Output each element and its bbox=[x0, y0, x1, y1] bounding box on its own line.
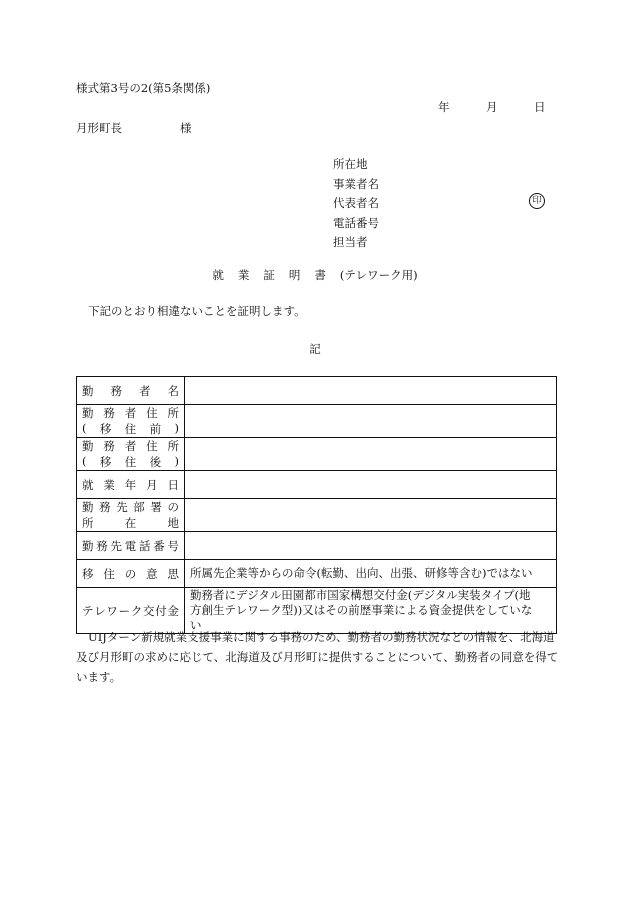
row-label-line: テ レ ワ ー ク 交 付 金 bbox=[82, 603, 179, 618]
row-label-line: 勤 務 者 住 所 bbox=[82, 406, 179, 420]
consent-text: UIJターン新規就業支援事業に関する事務のため、勤務者の勤務状況などの情報を、北海道及び月形町の求めに応じて、北海道及び月形町に提供することについて、勤務者の同意を得ています。 bbox=[76, 630, 559, 684]
table-row bbox=[77, 377, 557, 405]
row-label-line: 勤 務 者 住 所 bbox=[82, 439, 179, 453]
row-value-line: 所属先企業等からの命令(転勤、出向、出張、研修等含む)ではない bbox=[190, 566, 533, 580]
row-value-line: い bbox=[190, 618, 202, 632]
row-label bbox=[77, 377, 185, 405]
table-row bbox=[77, 560, 557, 588]
row-label bbox=[77, 532, 185, 560]
row-value[interactable] bbox=[185, 377, 557, 405]
row-label-line: 勤 務 先 部 署 の bbox=[82, 500, 179, 514]
row-value[interactable] bbox=[185, 438, 557, 471]
row-label-line: 勤 務 者 名 bbox=[82, 383, 179, 398]
row-label bbox=[77, 405, 185, 438]
ki-heading: 記 bbox=[309, 342, 321, 356]
addressee-name: 月形町長 bbox=[76, 121, 122, 135]
title-sub: (テレワーク用) bbox=[339, 268, 418, 282]
table-row bbox=[77, 532, 557, 560]
issuer-phone-label: 電話番号 bbox=[333, 215, 379, 230]
row-label bbox=[77, 471, 185, 499]
issuer-business-name-label: 事業者名 bbox=[333, 176, 379, 191]
date-day: 日 bbox=[534, 100, 546, 114]
row-label-line: 移 住 の 意 思 bbox=[82, 566, 179, 581]
title-main: 就業証明書 bbox=[212, 268, 340, 282]
issuer-representative-label: 代表者名 bbox=[333, 196, 379, 210]
row-value[interactable] bbox=[185, 471, 557, 499]
row-value[interactable] bbox=[185, 532, 557, 560]
issuer-address-label: 所在地 bbox=[333, 157, 368, 171]
date-year: 年 bbox=[438, 100, 450, 114]
form-number: 様式第3号の2(第5条関係) bbox=[76, 81, 211, 95]
table-row bbox=[77, 405, 557, 438]
row-label-line: ( 移 住 後 ) bbox=[82, 454, 179, 469]
certificate-table bbox=[76, 376, 557, 634]
row-label-line: 勤 務 先 電 話 番 号 bbox=[82, 538, 179, 553]
row-label-line: 就 業 年 月 日 bbox=[82, 477, 179, 492]
row-value[interactable] bbox=[185, 405, 557, 438]
row-value[interactable] bbox=[185, 560, 557, 588]
row-label bbox=[77, 560, 185, 588]
addressee-honorific: 様 bbox=[180, 121, 192, 135]
addressee bbox=[76, 120, 192, 136]
row-value[interactable] bbox=[185, 499, 557, 532]
row-value-line: 方創生テレワーク型))又はその前歴事業による資金提供をしていな bbox=[190, 603, 533, 617]
row-label-line: 所 在 地 bbox=[82, 516, 179, 530]
table-row bbox=[77, 471, 557, 499]
table-row bbox=[77, 438, 557, 471]
row-label bbox=[77, 438, 185, 471]
issuer-contact-label: 担当者 bbox=[333, 235, 368, 249]
document-title bbox=[0, 267, 630, 283]
table-row bbox=[77, 499, 557, 532]
seal-mark: 印 bbox=[529, 193, 545, 209]
row-label-line: ( 移 住 前 ) bbox=[82, 421, 179, 436]
date-month: 月 bbox=[486, 100, 498, 114]
date-line bbox=[438, 99, 546, 115]
row-value-line: 勤務者にデジタル田園都市国家構想交付金(デジタル実装タイプ(地 bbox=[190, 588, 531, 602]
intro-text: 下記のとおり相違ないことを証明します。 bbox=[88, 304, 306, 318]
issuer-block bbox=[333, 155, 379, 253]
row-label bbox=[77, 499, 185, 532]
